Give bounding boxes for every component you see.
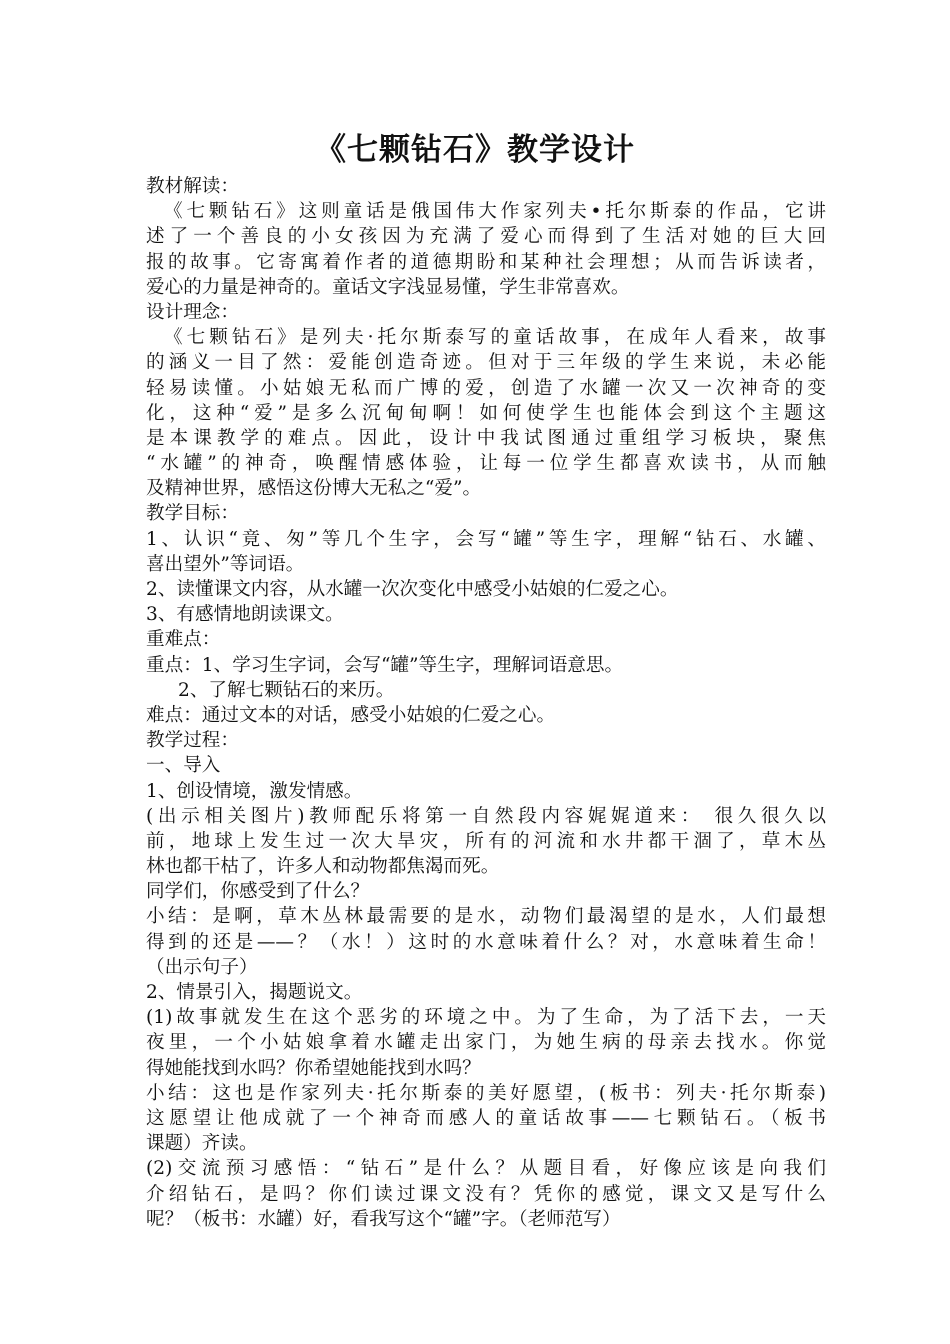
process-heading: 一、导入 <box>146 755 221 777</box>
section-heading-key-points: 重难点： <box>146 629 221 651</box>
paragraph-line: 小结：这也是作家列夫·托尔斯泰的美好愿望，(板书：列夫·托尔斯泰) <box>146 1082 826 1104</box>
paragraph-line: 爱心的力量是神奇的。童话文字浅显易懂，学生非常喜欢。 <box>146 276 630 298</box>
goal-item: 1、认识“竟、匆”等几个生字，会写“罐”等生字，理解“钻石、水罐、 <box>146 528 826 550</box>
goal-item: 3、有感情地朗读课文。 <box>146 604 344 626</box>
paragraph-line: （出示句子） <box>146 956 258 978</box>
key-point-item: 2、了解七颗钻石的来历。 <box>178 679 395 701</box>
process-step: 1、创设情境，激发情感。 <box>146 780 363 802</box>
goal-item: 喜出望外”等词语。 <box>146 553 305 575</box>
paragraph-line: 得到的还是——？（水！）这时的水意味着什么？对，水意味着生命！ <box>146 931 826 953</box>
paragraph-line: 介绍钻石，是吗？你们读过课文没有？凭你的感觉，课文又是写什么 <box>146 1183 826 1205</box>
paragraph-line: 的涵义一目了然：爱能创造奇迹。但对于三年级的学生来说，未必能 <box>146 352 826 374</box>
process-step: 2、情景引入，揭题说文。 <box>146 982 363 1003</box>
paragraph-line: (1)故事就发生在这个恶劣的环境之中。为了生命，为了活下去，一天 <box>146 1007 826 1029</box>
paragraph-line: 报的故事。它寄寓着作者的道德期盼和某种社会理想；从而告诉读者， <box>146 251 826 273</box>
difficulty-item: 难点：通过文本的对话，感受小姑娘的仁爱之心。 <box>146 704 556 726</box>
section-heading-material: 教材解读： <box>146 176 239 197</box>
section-heading-concept: 设计理念： <box>146 301 239 323</box>
paragraph-line: 这愿望让他成就了一个神奇而感人的童话故事——七颗钻石。（板书 <box>146 1107 826 1129</box>
paragraph-line: 得她能找到水吗？你希望她能找到水吗？ <box>146 1057 481 1079</box>
section-heading-goals: 教学目标： <box>146 503 239 525</box>
paragraph-line: (2)交流预习感悟：“钻石”是什么？从题目看，好像应该是向我们 <box>146 1158 826 1180</box>
paragraph-line: 小结：是啊，草木丛林最需要的是水，动物们最渴望的是水，人们最想 <box>146 906 826 928</box>
paragraph-line: 及精神世界，感悟这份博大无私之“爱”。 <box>146 478 482 500</box>
paragraph-line: 化，这种“爱”是多么沉甸甸啊！如何使学生也能体会到这个主题这 <box>146 402 826 424</box>
document-title: 《七颗钻石》教学设计 <box>315 132 635 168</box>
paragraph-line: 课题）齐读。 <box>146 1133 258 1155</box>
paragraph-line: 林也都干枯了，许多人和动物都焦渴而死。 <box>146 856 500 878</box>
paragraph-line: “水罐”的神奇，唤醒情感体验，让每一位学生都喜欢读书，从而触 <box>146 453 826 475</box>
goal-item: 2、读懂课文内容，从水罐一次次变化中感受小姑娘的仁爱之心。 <box>146 579 679 600</box>
paragraph-line: 轻易读懂。小姑娘无私而广博的爱，创造了水罐一次又一次神奇的变 <box>146 377 826 399</box>
paragraph-line: (出示相关图片)教师配乐将第一自然段内容娓娓道来： 很久很久以 <box>146 805 826 827</box>
paragraph-line: 是本课教学的难点。因此，设计中我试图通过重组学习板块，聚焦 <box>146 427 826 449</box>
document-body <box>146 174 826 1232</box>
paragraph-line: 《七颗钻石》这则童话是俄国伟大作家列夫•托尔斯泰的作品，它讲 <box>164 201 826 223</box>
paragraph-line: 同学们，你感受到了什么？ <box>146 881 370 903</box>
paragraph-line: 《七颗钻石》是列夫·托尔斯泰写的童话故事，在成年人看来，故事 <box>164 327 826 349</box>
key-point-item: 重点：1、学习生字词，会写“罐”等生字，理解词语意思。 <box>146 654 624 676</box>
paragraph-line: 前，地球上发生过一次大旱灾，所有的河流和水井都干涸了，草木丛 <box>146 830 826 852</box>
paragraph-line: 述了一个善良的小女孩因为充满了爱心而得到了生活对她的巨大回 <box>146 226 826 248</box>
section-heading-process: 教学过程： <box>146 730 239 752</box>
paragraph-line: 夜里，一个小姑娘拿着水罐走出家门，为她生病的母亲去找水。你觉 <box>146 1032 826 1054</box>
paragraph-line: 呢？（板书：水罐）好，看我写这个“罐”字。（老师范写） <box>146 1208 621 1230</box>
